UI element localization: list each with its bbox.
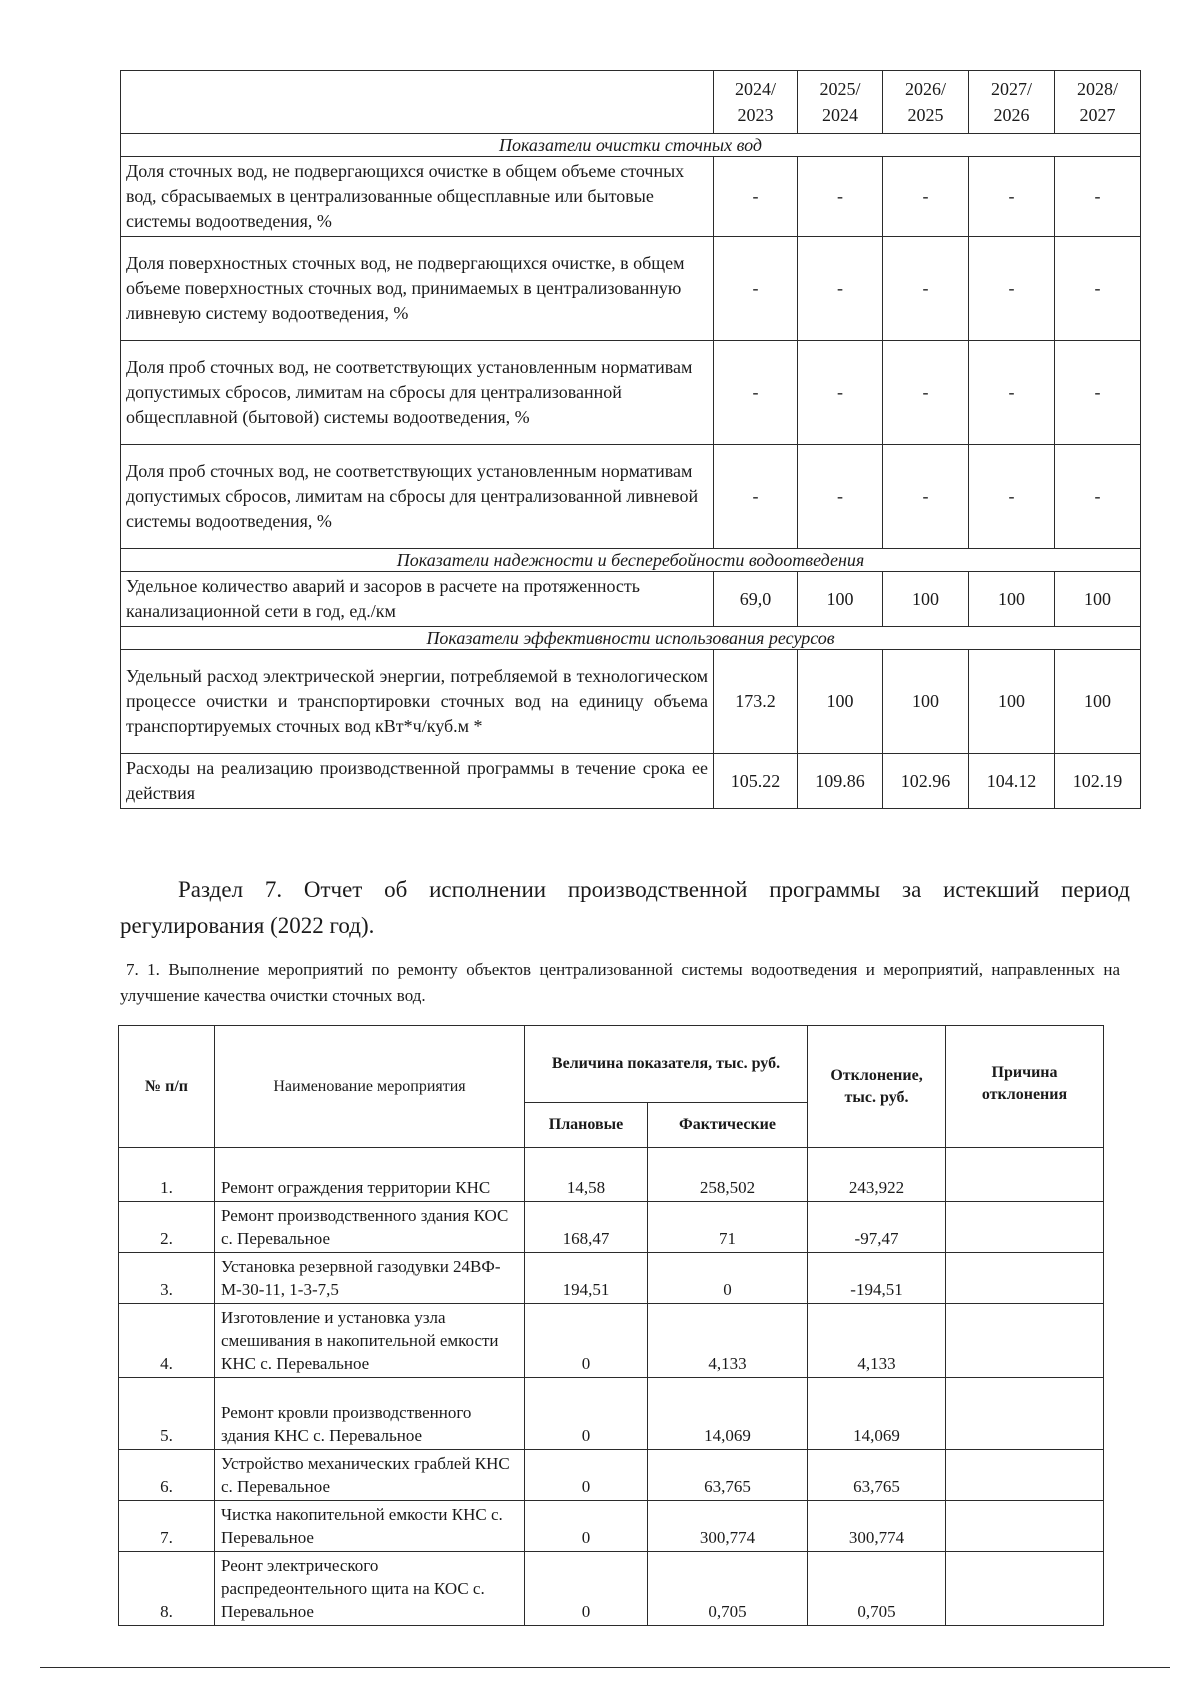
row-actual: 63,765 [648, 1450, 808, 1501]
header-reason: Причина отклонения [946, 1026, 1104, 1148]
row-name: Ремонт производственного здания КОС с. Перевальное [215, 1202, 525, 1253]
row-num: 7. [119, 1501, 215, 1552]
row-deviation: 0,705 [808, 1552, 946, 1626]
section-7-1-subheading: 7. 1. Выполнение мероприятий по ремонту объектов централизованной системы водоотведения и мероприятий, направленных на улучшение качества очистки сточных вод. [120, 960, 1120, 1005]
indicator-value: - [1055, 237, 1141, 341]
indicator-value: - [969, 341, 1055, 445]
row-num: 8. [119, 1552, 215, 1626]
indicator-value: 100 [883, 650, 969, 754]
row-name: Изготовление и установка узла смешивания в накопительной емкости КНС с. Перевальное [215, 1304, 525, 1378]
section-heading-reliability: Показатели надежности и бесперебойности водоотведения [121, 549, 1141, 572]
indicator-value: 105.22 [714, 754, 798, 809]
indicator-value: 102.96 [883, 754, 969, 809]
indicator-value: - [714, 341, 798, 445]
row-planned: 0 [525, 1304, 648, 1378]
indicator-value: - [969, 237, 1055, 341]
row-planned: 0 [525, 1552, 648, 1626]
row-name: Ремонт кровли производственного здания КНС с. Перевальное [215, 1378, 525, 1450]
header-planned: Плановые [525, 1103, 648, 1148]
row-actual: 258,502 [648, 1148, 808, 1202]
indicator-value: 100 [883, 572, 969, 627]
footer-rule [40, 1667, 1170, 1668]
table-row [119, 1450, 1104, 1501]
indicator-value: 100 [798, 650, 883, 754]
indicator-value: - [883, 237, 969, 341]
table-row [119, 1148, 1104, 1202]
row-deviation: 14,069 [808, 1378, 946, 1450]
indicator-value: 100 [969, 572, 1055, 627]
year-header: 2027/ 2026 [969, 71, 1055, 134]
indicator-value: - [969, 157, 1055, 237]
indicator-value: - [798, 445, 883, 549]
row-deviation: 4,133 [808, 1304, 946, 1378]
indicator-value: - [798, 157, 883, 237]
indicator-value: 104.12 [969, 754, 1055, 809]
row-num: 4. [119, 1304, 215, 1378]
row-deviation: 243,922 [808, 1148, 946, 1202]
indicator-value: 173.2 [714, 650, 798, 754]
row-reason [946, 1304, 1104, 1378]
indicator-value: - [883, 157, 969, 237]
table-row [119, 1253, 1104, 1304]
indicator-value: - [1055, 157, 1141, 237]
indicator-value: 102.19 [1055, 754, 1141, 809]
row-deviation: 300,774 [808, 1501, 946, 1552]
indicators-header-row [121, 71, 1141, 134]
indicator-row [121, 341, 1141, 445]
row-planned: 194,51 [525, 1253, 648, 1304]
row-name: Чистка накопительной емкости КНС с. Перевальное [215, 1501, 525, 1552]
indicator-value: - [798, 237, 883, 341]
table-row [119, 1304, 1104, 1378]
row-name: Установка резервной газодувки 24ВФ-М-30-11, 1-3-7,5 [215, 1253, 525, 1304]
header-name: Наименование мероприятия [215, 1026, 525, 1148]
table-row [119, 1202, 1104, 1253]
header-value-group: Величина показателя, тыс. руб. [525, 1026, 808, 1103]
row-actual: 14,069 [648, 1378, 808, 1450]
table-row [119, 1378, 1104, 1450]
row-reason [946, 1450, 1104, 1501]
row-name: Устройство механических граблей КНС с. Перевальное [215, 1450, 525, 1501]
indicator-value: 100 [798, 572, 883, 627]
year-header: 2024/ 2023 [714, 71, 798, 134]
indicator-value: - [969, 445, 1055, 549]
row-reason [946, 1202, 1104, 1253]
row-reason [946, 1378, 1104, 1450]
table-row [119, 1501, 1104, 1552]
indicators-header-empty [121, 71, 714, 134]
indicator-value: - [1055, 341, 1141, 445]
measures-table [118, 1025, 1104, 1626]
row-planned: 0 [525, 1450, 648, 1501]
year-header: 2025/ 2024 [798, 71, 883, 134]
row-num: 2. [119, 1202, 215, 1253]
indicator-value: - [714, 157, 798, 237]
row-num: 1. [119, 1148, 215, 1202]
indicator-value: - [714, 445, 798, 549]
row-reason [946, 1148, 1104, 1202]
year-header: 2028/ 2027 [1055, 71, 1141, 134]
indicator-row [121, 237, 1141, 341]
row-planned: 0 [525, 1378, 648, 1450]
header-actual: Фактические [648, 1103, 808, 1148]
header-deviation: Отклонение, тыс. руб. [808, 1026, 946, 1148]
indicator-name: Доля проб сточных вод, не соответствующих установленным нормативам допустимых сбросов, лимитам на сбросы для централизованной ливневой системы водоотведения, % [121, 445, 714, 549]
indicator-value: - [883, 445, 969, 549]
section-heading-wastewater-treatment: Показатели очистки сточных вод [121, 134, 1141, 157]
row-actual: 300,774 [648, 1501, 808, 1552]
indicator-row [121, 445, 1141, 549]
row-actual: 71 [648, 1202, 808, 1253]
row-actual: 4,133 [648, 1304, 808, 1378]
row-reason [946, 1552, 1104, 1626]
section-heading-resource-efficiency: Показатели эффективности использования ресурсов [121, 627, 1141, 650]
row-name: Ремонт ограждения территории КНС [215, 1148, 525, 1202]
row-actual: 0 [648, 1253, 808, 1304]
header-num: № п/п [119, 1026, 215, 1148]
row-deviation: -97,47 [808, 1202, 946, 1253]
indicator-value: 109.86 [798, 754, 883, 809]
row-reason [946, 1501, 1104, 1552]
indicator-name: Удельное количество аварий и засоров в расчете на протяженность канализационной сети в год, ед./км [121, 572, 714, 627]
indicator-row [121, 157, 1141, 237]
year-header: 2026/ 2025 [883, 71, 969, 134]
table-row [119, 1552, 1104, 1626]
row-planned: 14,58 [525, 1148, 648, 1202]
indicator-row [121, 572, 1141, 627]
row-reason [946, 1253, 1104, 1304]
row-planned: 168,47 [525, 1202, 648, 1253]
measures-header-row [119, 1026, 1104, 1103]
row-deviation: -194,51 [808, 1253, 946, 1304]
section-7-heading: Раздел 7. Отчет об исполнении производственной программы за истекший период регулирования (2022 год). [120, 877, 1130, 938]
indicator-value: - [883, 341, 969, 445]
row-num: 3. [119, 1253, 215, 1304]
indicator-value: - [1055, 445, 1141, 549]
indicator-value: 100 [1055, 572, 1141, 627]
row-actual: 0,705 [648, 1552, 808, 1626]
indicator-value: - [798, 341, 883, 445]
indicator-value: 100 [969, 650, 1055, 754]
indicator-row [121, 754, 1141, 809]
indicators-table [120, 70, 1141, 809]
row-planned: 0 [525, 1501, 648, 1552]
indicator-row [121, 650, 1141, 754]
indicator-value: 69,0 [714, 572, 798, 627]
indicator-name: Доля поверхностных сточных вод, не подвергающихся очистке, в общем объеме поверхностных сточных вод, принимаемых в централизованную ливневую систему водоотведения, % [121, 237, 714, 341]
row-num: 6. [119, 1450, 215, 1501]
indicator-value: 100 [1055, 650, 1141, 754]
indicator-name: Доля сточных вод, не подвергающихся очистке в общем объеме сточных вод, сбрасываемых в централизованные общесплавные или бытовые системы водоотведения, % [121, 157, 714, 237]
indicator-name: Удельный расход электрической энергии, потребляемой в технологическом процессе очистки и транспортировки сточных вод на единицу объема транспортируемых сточных вод кВт*ч/куб.м * [121, 650, 714, 754]
row-deviation: 63,765 [808, 1450, 946, 1501]
indicator-name: Расходы на реализацию производственной программы в течение срока ее действия [121, 754, 714, 809]
indicator-name: Доля проб сточных вод, не соответствующих установленным нормативам допустимых сбросов, лимитам на сбросы для централизованной общесплавной (бытовой) системы водоотведения, % [121, 341, 714, 445]
row-num: 5. [119, 1378, 215, 1450]
row-name: Реонт электрического распредеонтельного щита на КОС с. Перевальное [215, 1552, 525, 1626]
indicator-value: - [714, 237, 798, 341]
